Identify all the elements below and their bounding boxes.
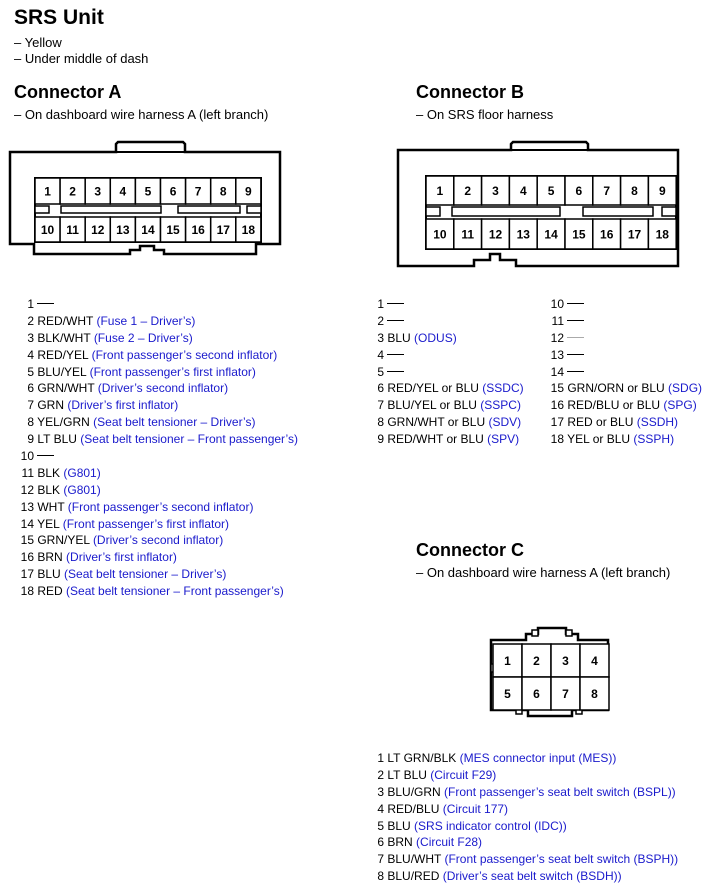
pin-label: 2 xyxy=(464,183,472,198)
unused-pin-dash xyxy=(387,320,404,321)
pin-number: 18 xyxy=(550,432,564,447)
wire-color: BLU/RED xyxy=(387,869,440,884)
pin-number: 9 xyxy=(27,432,34,447)
wire-color: BLU/YEL or BLU xyxy=(387,398,477,413)
wire-color: GRN/ORN or BLU xyxy=(567,381,665,396)
pin-row xyxy=(374,750,678,767)
unused-pin-dash xyxy=(387,371,404,372)
connector-b-pin-list-left xyxy=(374,296,524,448)
pin-number: 1 xyxy=(27,297,34,311)
pin-label: 7 xyxy=(562,686,569,701)
wire-color: BLK xyxy=(37,482,61,497)
wire-color: RED/WHT or BLU xyxy=(387,432,484,447)
wire-color: GRN/WHT xyxy=(37,381,95,396)
pin-number: 5 xyxy=(27,364,34,379)
wire-color: BLK xyxy=(37,465,61,480)
pin-label: 5 xyxy=(144,184,152,199)
pin-label: 6 xyxy=(169,184,177,199)
pin-number: 3 xyxy=(27,330,34,345)
pin-number: 3 xyxy=(377,784,384,799)
circuit-link[interactable]: (MES connector input (MES)) xyxy=(459,751,617,765)
connector-a-title: Connector A xyxy=(14,82,122,102)
wire-color: BLU xyxy=(387,818,411,833)
circuit-link[interactable]: (Seat belt tensioner – Front passenger’s) xyxy=(66,584,284,599)
circuit-link[interactable]: (ODUS) xyxy=(414,330,457,345)
pin-row xyxy=(14,296,298,313)
pin-row xyxy=(14,482,298,499)
pin-row xyxy=(14,448,298,465)
pin-label: 6 xyxy=(533,686,540,701)
circuit-link[interactable]: (SDG) xyxy=(668,381,703,396)
connector-b-pin-list-right xyxy=(548,296,702,448)
wire-color: RED/BLU or BLU xyxy=(567,398,661,413)
pin-row xyxy=(374,851,678,868)
unit-notes xyxy=(14,35,148,67)
connector-b-title: Connector B xyxy=(416,82,524,102)
pin-row xyxy=(374,818,678,835)
pin-number: 17 xyxy=(550,415,564,430)
wire-color: YEL xyxy=(37,516,60,531)
circuit-link[interactable]: (G801) xyxy=(63,465,101,480)
pin-row xyxy=(374,330,524,347)
circuit-link[interactable]: (Driver’s first inflator) xyxy=(66,550,177,565)
pin-label: 5 xyxy=(504,686,511,701)
pin-label: 15 xyxy=(572,227,586,242)
circuit-link[interactable]: (Front passenger’s first inflator) xyxy=(62,516,230,531)
circuit-link[interactable]: (Seat belt tensioner – Driver’s) xyxy=(64,567,227,582)
connector-b-location: – On SRS floor harness xyxy=(416,107,554,122)
wire-color: RED/BLU xyxy=(387,801,440,816)
wire-color: YEL/GRN xyxy=(37,415,90,430)
pin-row xyxy=(14,330,298,347)
pin-label: 7 xyxy=(603,183,611,198)
pin-number: 10 xyxy=(550,297,564,311)
pin-row xyxy=(14,465,298,482)
circuit-link[interactable]: (SSPH) xyxy=(633,432,675,447)
pin-label: 16 xyxy=(191,222,205,237)
pin-number: 8 xyxy=(377,869,384,884)
pin-number: 12 xyxy=(550,330,564,345)
pin-row xyxy=(548,364,702,381)
pin-row xyxy=(374,431,524,448)
pin-row xyxy=(14,566,298,583)
pin-number: 7 xyxy=(377,852,384,867)
wire-color: GRN/WHT or BLU xyxy=(387,415,486,430)
connector-c-title: Connector C xyxy=(416,540,524,560)
unused-pin-dash xyxy=(37,455,54,456)
pin-row xyxy=(548,330,702,347)
pin-label: 18 xyxy=(241,222,256,237)
unit-location-note: – Under middle of dash xyxy=(14,51,149,66)
pin-label: 10 xyxy=(40,222,55,237)
pin-number: 2 xyxy=(27,313,34,328)
pin-label: 8 xyxy=(591,686,598,701)
circuit-link[interactable]: (SPG) xyxy=(663,398,697,413)
pin-label: 18 xyxy=(655,227,669,242)
connector-c-location: – On dashboard wire harness A (left branch) xyxy=(416,565,671,580)
circuit-link[interactable]: (SDV) xyxy=(488,415,522,430)
connector-a-pin-list xyxy=(14,296,298,600)
wire-color: GRN xyxy=(37,398,65,413)
wire-color: RED xyxy=(37,584,63,599)
wire-color: BLU xyxy=(37,567,61,582)
pin-number: 14 xyxy=(550,364,564,379)
pin-number: 15 xyxy=(20,533,34,548)
pin-number: 2 xyxy=(377,313,384,328)
pin-number: 8 xyxy=(27,415,34,430)
pin-label: 13 xyxy=(116,222,130,237)
pin-row xyxy=(548,431,702,448)
pin-row xyxy=(374,868,678,885)
pin-row xyxy=(14,532,298,549)
wire-color: LT BLU xyxy=(387,767,427,782)
pin-label: 10 xyxy=(433,227,447,242)
circuit-link[interactable]: (SRS indicator control (IDC)) xyxy=(414,818,567,833)
pin-row xyxy=(14,347,298,364)
pin-number: 11 xyxy=(551,313,564,328)
pin-label: 1 xyxy=(504,653,511,668)
pin-number: 13 xyxy=(20,499,34,514)
pin-row xyxy=(374,784,678,801)
pin-number: 1 xyxy=(377,751,384,765)
page-title: SRS Unit xyxy=(14,6,104,29)
pin-number: 4 xyxy=(377,801,384,816)
circuit-link[interactable]: (Front passenger’s seat belt switch (BSPH)) xyxy=(444,852,679,867)
pin-number: 6 xyxy=(377,381,384,396)
pin-row xyxy=(548,347,702,364)
pin-number: 13 xyxy=(550,347,564,362)
circuit-link[interactable]: (Circuit F28) xyxy=(416,835,483,850)
pin-row xyxy=(14,499,298,516)
wire-color: BLU/WHT xyxy=(387,852,442,867)
wire-color: RED/YEL xyxy=(37,347,89,362)
circuit-link[interactable]: (SPV) xyxy=(487,432,520,447)
pin-row xyxy=(14,583,298,600)
pin-row xyxy=(374,380,524,397)
pin-row xyxy=(548,414,702,431)
circuit-link[interactable]: (SSDH) xyxy=(636,415,679,430)
wire-color: BLU/GRN xyxy=(387,784,441,799)
pin-number: 14 xyxy=(20,516,34,531)
pin-row xyxy=(374,364,524,381)
wire-color: LT BLU xyxy=(37,432,77,447)
connector-c-pin-list xyxy=(374,750,678,885)
wire-color: BRN xyxy=(37,550,63,565)
circuit-link[interactable]: (Fuse 2 – Driver’s) xyxy=(93,330,193,345)
circuit-link[interactable]: (Driver’s second inflator) xyxy=(92,533,224,548)
circuit-link[interactable]: (SSDC) xyxy=(482,381,524,396)
pin-row xyxy=(548,380,702,397)
pin-number: 17 xyxy=(20,567,34,582)
pin-row xyxy=(14,414,298,431)
pin-number: 12 xyxy=(20,482,34,497)
pin-label: 5 xyxy=(547,183,555,198)
pin-number: 6 xyxy=(27,381,34,396)
pin-label: 12 xyxy=(91,222,105,237)
pin-number: 3 xyxy=(377,330,384,345)
pin-row xyxy=(548,296,702,313)
pin-number: 11 xyxy=(21,465,34,480)
pin-number: 6 xyxy=(377,835,384,850)
pin-label: 17 xyxy=(216,222,230,237)
pin-label: 9 xyxy=(658,183,666,198)
pin-row xyxy=(374,397,524,414)
wire-color: WHT xyxy=(37,499,65,514)
circuit-link[interactable]: (SSPC) xyxy=(480,398,521,413)
circuit-link[interactable]: (Seat belt tensioner – Driver’s) xyxy=(93,415,256,430)
circuit-link[interactable]: (Driver’s second inflator) xyxy=(97,381,229,396)
pin-row xyxy=(548,313,702,330)
connector-a-location: – On dashboard wire harness A (left branch) xyxy=(14,107,269,122)
pin-row xyxy=(14,397,298,414)
circuit-link[interactable]: (G801) xyxy=(63,482,101,497)
circuit-link[interactable]: (Front passenger’s seat belt switch (BSPL)) xyxy=(444,784,676,799)
pin-number: 5 xyxy=(377,818,384,833)
pin-label: 12 xyxy=(488,227,503,242)
pin-number: 16 xyxy=(20,550,34,565)
pin-label: 14 xyxy=(544,227,558,242)
unused-pin-dash xyxy=(567,303,584,304)
pin-label: 16 xyxy=(600,227,614,242)
wire-color: RED/YEL or BLU xyxy=(387,381,479,396)
pin-label: 3 xyxy=(562,653,569,668)
pin-number: 5 xyxy=(377,364,384,379)
wire-color: GRN/YEL xyxy=(37,533,90,548)
circuit-link[interactable]: (Driver’s seat belt switch (BSDH)) xyxy=(442,869,622,884)
pin-label: 4 xyxy=(119,184,127,199)
pin-row xyxy=(374,313,524,330)
pin-label: 9 xyxy=(245,184,252,199)
pin-number: 15 xyxy=(550,381,564,396)
pin-number: 18 xyxy=(20,584,34,599)
pin-number: 7 xyxy=(377,398,384,413)
pin-label: 3 xyxy=(492,183,499,198)
pin-number: 2 xyxy=(377,767,384,782)
pin-row xyxy=(374,767,678,784)
pin-row xyxy=(14,380,298,397)
connector-c-diagram xyxy=(486,624,616,724)
wire-color: BLU xyxy=(387,330,411,345)
circuit-link[interactable]: (Front passenger’s second inflator) xyxy=(91,347,278,362)
circuit-link[interactable]: (Circuit 177) xyxy=(442,801,509,816)
circuit-link[interactable]: (Seat belt tensioner – Front passenger’s) xyxy=(80,432,298,447)
pin-number: 9 xyxy=(377,432,384,447)
unit-color-note: – Yellow xyxy=(14,35,62,50)
pin-label: 3 xyxy=(94,184,102,199)
pin-label: 1 xyxy=(436,183,444,198)
pin-row xyxy=(548,397,702,414)
pin-row xyxy=(374,347,524,364)
wire-color: BLK/WHT xyxy=(37,330,91,345)
wire-color: BLU/YEL xyxy=(37,364,87,379)
pin-label: 7 xyxy=(194,184,202,199)
pin-label: 1 xyxy=(44,184,51,199)
unused-pin-dash xyxy=(387,303,404,304)
pin-row xyxy=(14,516,298,533)
pin-row xyxy=(14,364,298,381)
pin-number: 4 xyxy=(27,347,34,362)
pin-number: 1 xyxy=(377,297,384,311)
connector-a-diagram xyxy=(0,140,300,265)
wire-color: RED or BLU xyxy=(567,415,634,430)
pin-row xyxy=(374,414,524,431)
pin-row xyxy=(374,296,524,313)
circuit-link[interactable]: (Front passenger’s second inflator) xyxy=(67,499,254,514)
pin-row xyxy=(14,431,298,448)
wire-color: BRN xyxy=(387,835,413,850)
unused-pin-dash xyxy=(567,354,584,355)
pin-number: 8 xyxy=(377,415,384,430)
pin-label: 2 xyxy=(533,653,540,668)
pin-label: 2 xyxy=(69,184,76,199)
pin-label: 15 xyxy=(166,222,180,237)
pin-label: 14 xyxy=(141,222,155,237)
pin-label: 8 xyxy=(631,183,638,198)
pin-row xyxy=(374,834,678,851)
pin-label: 11 xyxy=(66,222,79,237)
pin-label: 17 xyxy=(627,227,642,242)
unused-pin-dash xyxy=(567,320,584,321)
circuit-link[interactable]: (Driver’s first inflator) xyxy=(67,398,179,413)
circuit-link[interactable]: (Front passenger’s first inflator) xyxy=(89,364,256,379)
pin-number: 4 xyxy=(377,347,384,362)
pin-row xyxy=(374,801,678,818)
pin-row xyxy=(14,313,298,330)
circuit-link[interactable]: (Circuit F29) xyxy=(430,767,497,782)
connector-b-diagram xyxy=(390,140,695,275)
pin-number: 16 xyxy=(550,398,564,413)
unused-pin-dash xyxy=(37,303,54,304)
wire-color: RED/WHT xyxy=(37,313,94,328)
wire-color: YEL or BLU xyxy=(567,432,631,447)
pin-row xyxy=(14,549,298,566)
unused-pin-dash xyxy=(567,371,584,372)
circuit-link[interactable]: (Fuse 1 – Driver’s) xyxy=(96,313,196,328)
unused-pin-dash xyxy=(567,337,584,338)
pin-label: 11 xyxy=(461,227,475,242)
pin-label: 6 xyxy=(575,183,583,198)
unused-pin-dash xyxy=(387,354,404,355)
pin-label: 8 xyxy=(219,184,227,199)
pin-label: 13 xyxy=(516,227,530,242)
pin-label: 4 xyxy=(519,183,527,198)
pin-number: 7 xyxy=(27,398,34,413)
pin-number: 10 xyxy=(20,449,34,464)
pin-label: 4 xyxy=(591,653,598,668)
wire-color: LT GRN/BLK xyxy=(387,751,457,765)
